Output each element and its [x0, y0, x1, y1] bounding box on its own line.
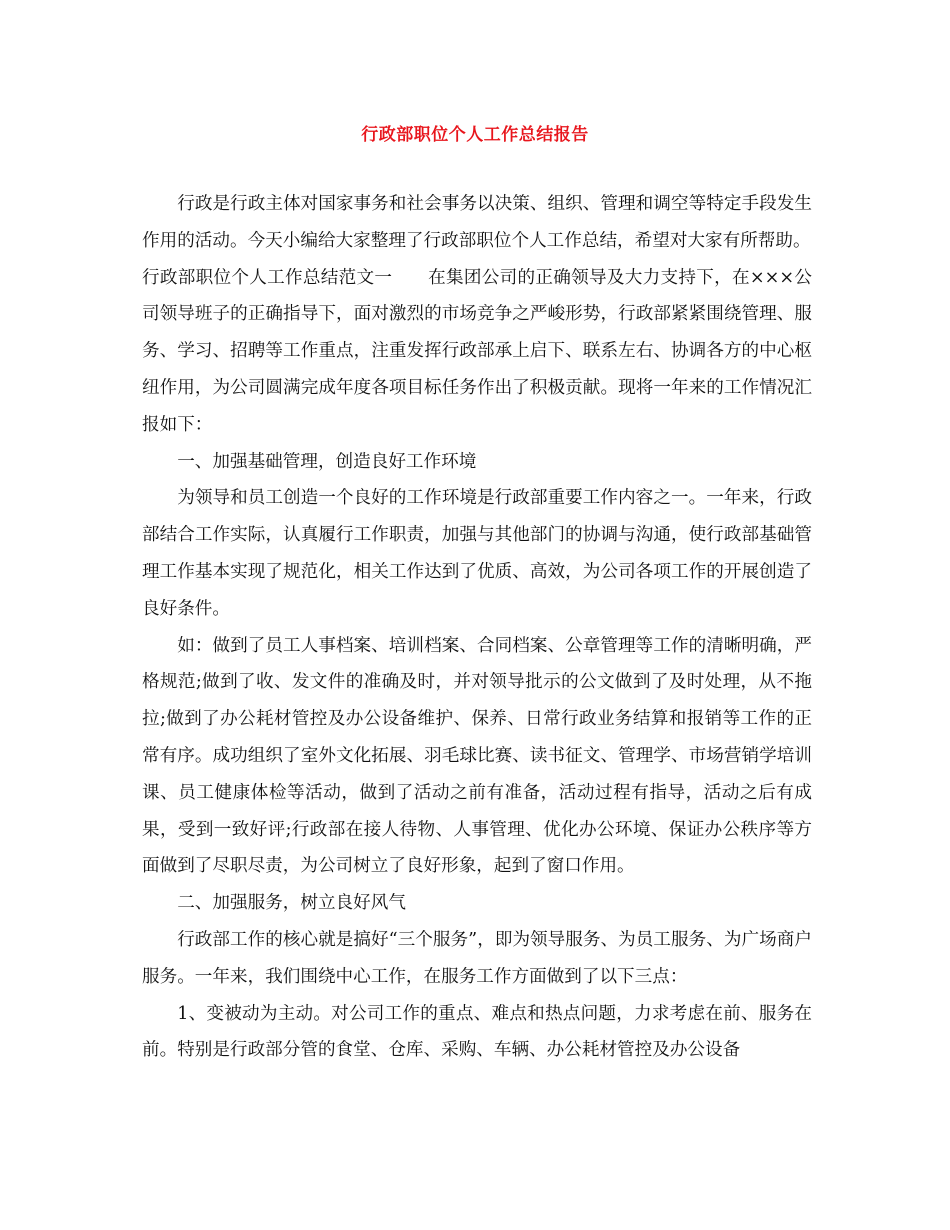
paragraph-intro: 行政是行政主体对国家事务和社会事务以决策、组织、管理和调空等特定手段发生作用的活动。今天小编给大家整理了行政部职位个人工作总结，希望对大家有所帮助。 — [142, 194, 812, 251]
paragraph-achievements: 如：做到了员工人事档案、培训档案、合同档案、公章管理等工作的清晰明确，严格规范;做到了收、发文件的准确及时，并对领导批示的公文做到了及时处理，从不拖拉;做到了办公耗材管控及办公设备维护、保养、日常行政业务结算和报销等工作的正常有序。成功组织了室外文化拓展、羽毛球比赛、读书征文、管理学、市场营销学培训课、员工健康体检等活动，做到了活动之前有准备，活动过程有指导，活动之后有成果，受到一致好评;行政部在接人待物、人事管理、优化办公环境、保证办公秩序等方面做到了尽职尽责，为公司树立了良好形象，起到了窗口作用。 — [142, 635, 812, 877]
paragraph-proactive: 1、变被动为主动。对公司工作的重点、难点和热点问题，力求考虑在前、服务在前。特别是行政部分管的食堂、仓库、采购、车辆、办公耗材管控及办公设备 — [142, 1003, 812, 1061]
document-title: 行政部职位个人工作总结报告 — [361, 125, 589, 145]
document-body — [142, 186, 812, 1069]
section-heading-service: 二、加强服务，树立良好风气 — [177, 893, 406, 914]
paragraph-work-environment: 为领导和员工创造一个良好的工作环境是行政部重要工作内容之一。一年来，行政部结合工作实际，认真履行工作职责，加强与其他部门的协调与沟通，使行政部基础管理工作基本实现了规范化，相关工作达到了优质、高效，为公司各项工作的开展创造了良好条件。 — [142, 488, 812, 619]
paragraph-three-services: 行政部工作的核心就是搞好“三个服务”，即为领导服务、为员工服务、为广场商户服务。一年来，我们围绕中心工作，在服务工作方面做到了以下三点： — [142, 929, 812, 987]
section-heading-basic-management: 一、加强基础管理，创造良好工作环境 — [177, 451, 477, 472]
paragraph-sample-one: 行政部职位个人工作总结范文一 在集团公司的正确领导及大力支持下，在×××公司领导班子的正确指导下，面对激烈的市场竞争之严峻形势，行政部紧紧围绕管理、服务、学习、招聘等工作重点，注重发挥行政部承上启下、联系左右、协调各方的中心枢纽作用，为公司圆满完成年度各项目标任务作出了积极贡献。现将一年来的工作情况汇报如下： — [142, 267, 812, 435]
